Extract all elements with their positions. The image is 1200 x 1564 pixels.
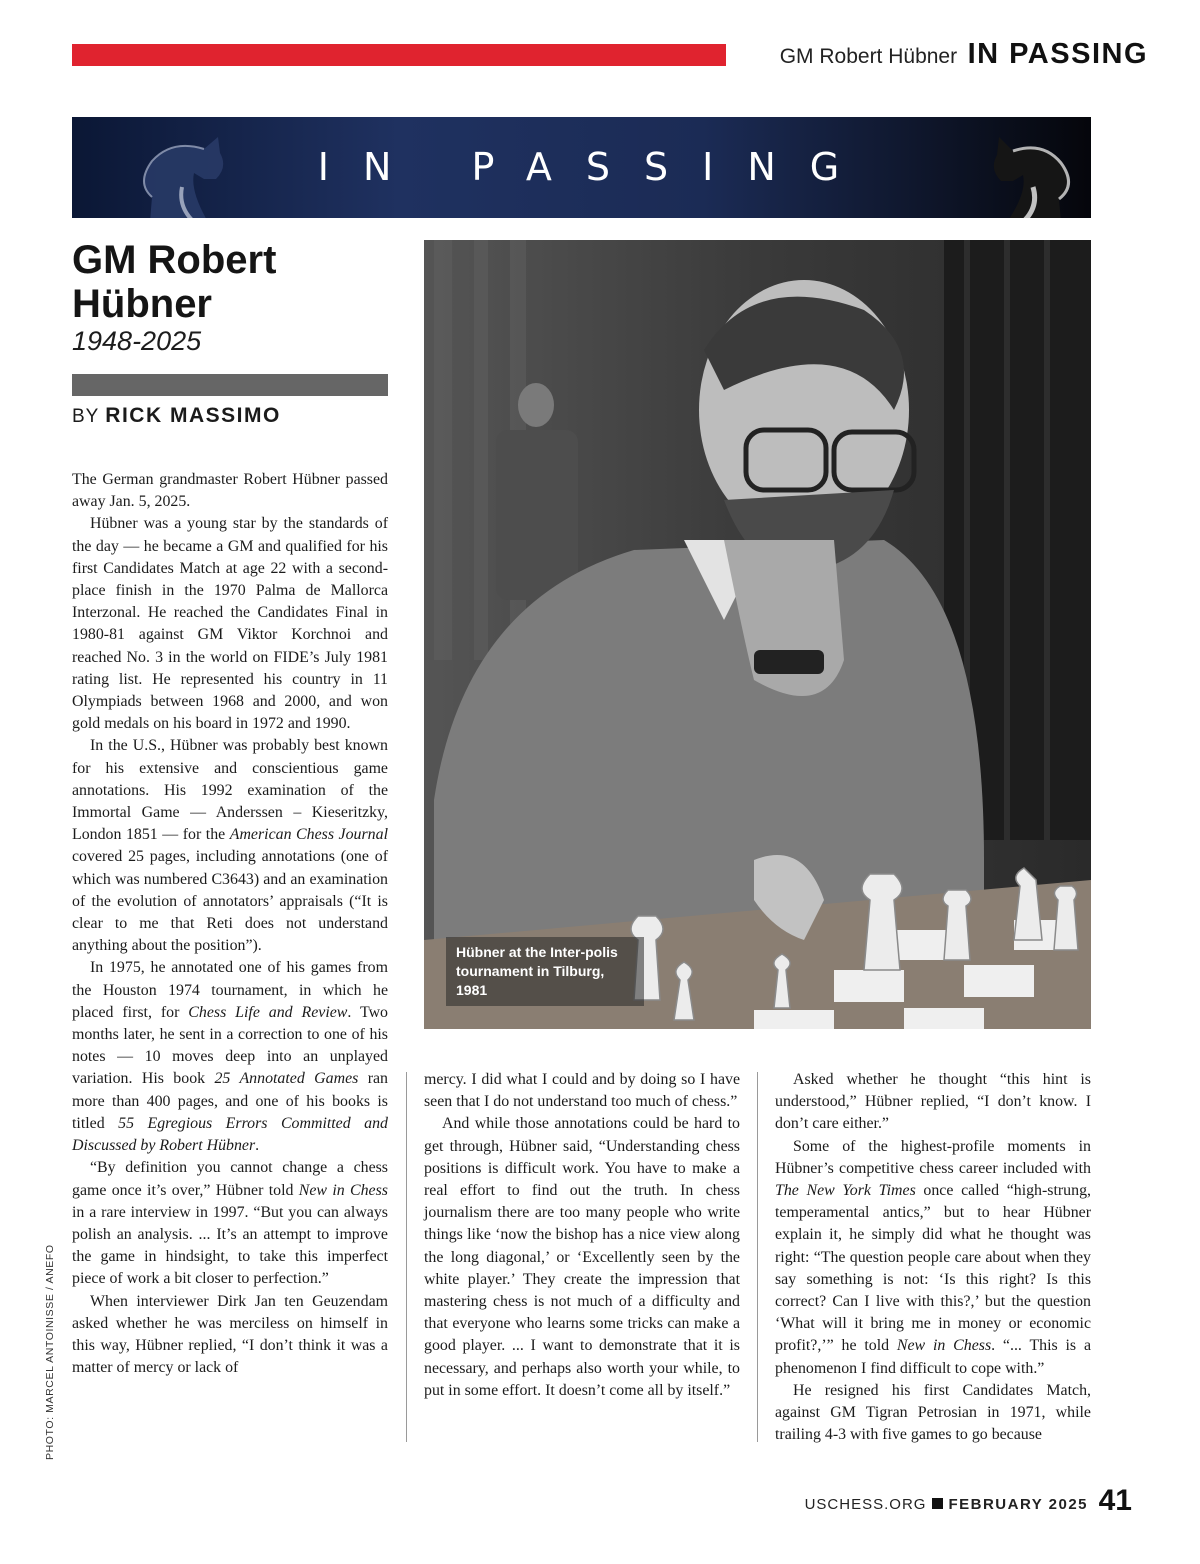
paragraph: “By definition you cannot change a chess game once it’s over,” Hübner told New in Chess in a rare interview in 1997. “But you can always polish an analysis. ... It’s an attempt to improve the game in hindsight, to take this imperfect piece of work a bit closer to perfection.”: [72, 1159, 388, 1288]
paragraph: Asked whether he thought “this hint is understood,” Hübner replied, “I don’t know. I don’t care either.”: [775, 1071, 1091, 1133]
section-banner: [72, 117, 1091, 218]
article-years: 1948-2025: [72, 326, 202, 356]
page-number: 41: [1098, 1484, 1132, 1517]
byline-prefix: BY: [72, 406, 100, 427]
header-red-bar: [72, 44, 726, 66]
knight-right-icon: [965, 127, 1091, 218]
body-column-3: [775, 1069, 1091, 1446]
photo-credit: PHOTO: MARCEL ANTOINISSE / ANEFO: [44, 1244, 56, 1460]
paragraph: When interviewer Dirk Jan ten Geuzendam asked whether he was merciless on himself in this way, Hübner replied, “I don’t think it was a matter of mercy or lack of: [72, 1292, 388, 1377]
paragraph: He resigned his first Candidates Match, against GM Tigran Petrosian in 1971, while trailing 4-3 with five games to go because: [775, 1381, 1091, 1444]
footer-square-icon: [932, 1498, 943, 1509]
paragraph: In the U.S., Hübner was probably best known for his extensive and conscientious game annotations. His 1992 examination of the Immortal Game — Anderssen – Kieseritzky, London 1851 — for the American Chess Journal covered 25 pages, including annotations (one of which was numbered C3643) and an examination of the evolution of annotators’ appraisals (“It is clear to me that Reti does not understand anything about the position”).: [72, 737, 388, 955]
paragraph: In 1975, he annotated one of his games from the Houston 1974 tournament, in which he placed first, for Chess Life and Review. Two months later, he sent in a correction to one of his notes — 10 moves deep into an unplayed variation. His book 25 Annotated Games ran more than 400 pages, and one of his books is titled 55 Egregious Errors Committed and Discussed by Robert Hübner.: [72, 959, 389, 1155]
body-column-2: [424, 1069, 740, 1402]
paragraph: And while those annotations could be hard to get through, Hübner said, “Understanding chess positions is difficult work. You have to make a real effort to find out the truth. In chess journalism there are too many people who write things like ‘now the bishop has a nice view along the long diagonal,’ or ‘Excellently seen by the white player.’ They create the impression that mastering chess is not much of a difficulty and that everyone who learns some tricks can make a good player. ... I want to demonstrate that it is necessary, and perhaps also worth your while, to put in some effort. It doesn’t come all by itself.”: [424, 1115, 740, 1399]
footer-issue: FEBRUARY 2025: [948, 1496, 1088, 1513]
photo-illustration: [424, 240, 1091, 1029]
body-column-1: [72, 469, 388, 1379]
running-head-section: IN PASSING: [967, 38, 1148, 70]
article-title: GM Robert Hübner: [72, 238, 277, 326]
running-head: [780, 38, 1148, 71]
paragraph: mercy. I did what I could and by doing so I have seen that I do not understand too much of chess.”: [424, 1071, 740, 1111]
byline-author: RICK MASSIMO: [105, 404, 281, 427]
running-head-name: GM Robert Hübner: [779, 45, 958, 68]
column-rule: [406, 1072, 407, 1442]
paragraph: Some of the highest-profile moments in Hübner’s competitive chess career included with The New York Times once called “high-strung, temperamental antics,” but to hear Hübner explain it, he simply did what he thought was right: “The question people care about when they say something is not: ‘Is this right? Is this correct? Can I live with this?,’ but the question ‘What will it bring me in money or economic profit?,’” he told New in Chess. “... This is a phenomenon I find difficult to cope with.”: [775, 1137, 1091, 1377]
photo-caption: Hübner at the Inter-polis tournament in Tilburg, 1981: [446, 937, 644, 1006]
column-rule: [757, 1072, 758, 1442]
title-divider: [72, 374, 388, 396]
byline: [72, 404, 281, 428]
footer-site: USCHESS.ORG: [804, 1496, 927, 1513]
banner-text: IN PASSING: [317, 145, 874, 189]
paragraph: Hübner was a young star by the standards of the day — he became a GM and qualified for his first Candidates Match at age 22 with a second-place finish in the 1970 Palma de Mallorca Interzonal. He reached the Candidates Final in 1980-81 against GM Viktor Korchnoi and reached No. 3 in the world on FIDE’s July 1981 rating list. He represented his country in 11 Olympiads between 1968 and 2000, and won gold medals on his board in 1972 and 1990.: [72, 515, 388, 733]
article-photo: [424, 240, 1091, 1029]
paragraph: The German grandmaster Robert Hübner passed away Jan. 5, 2025.: [72, 471, 388, 511]
page-footer: [805, 1496, 1088, 1514]
